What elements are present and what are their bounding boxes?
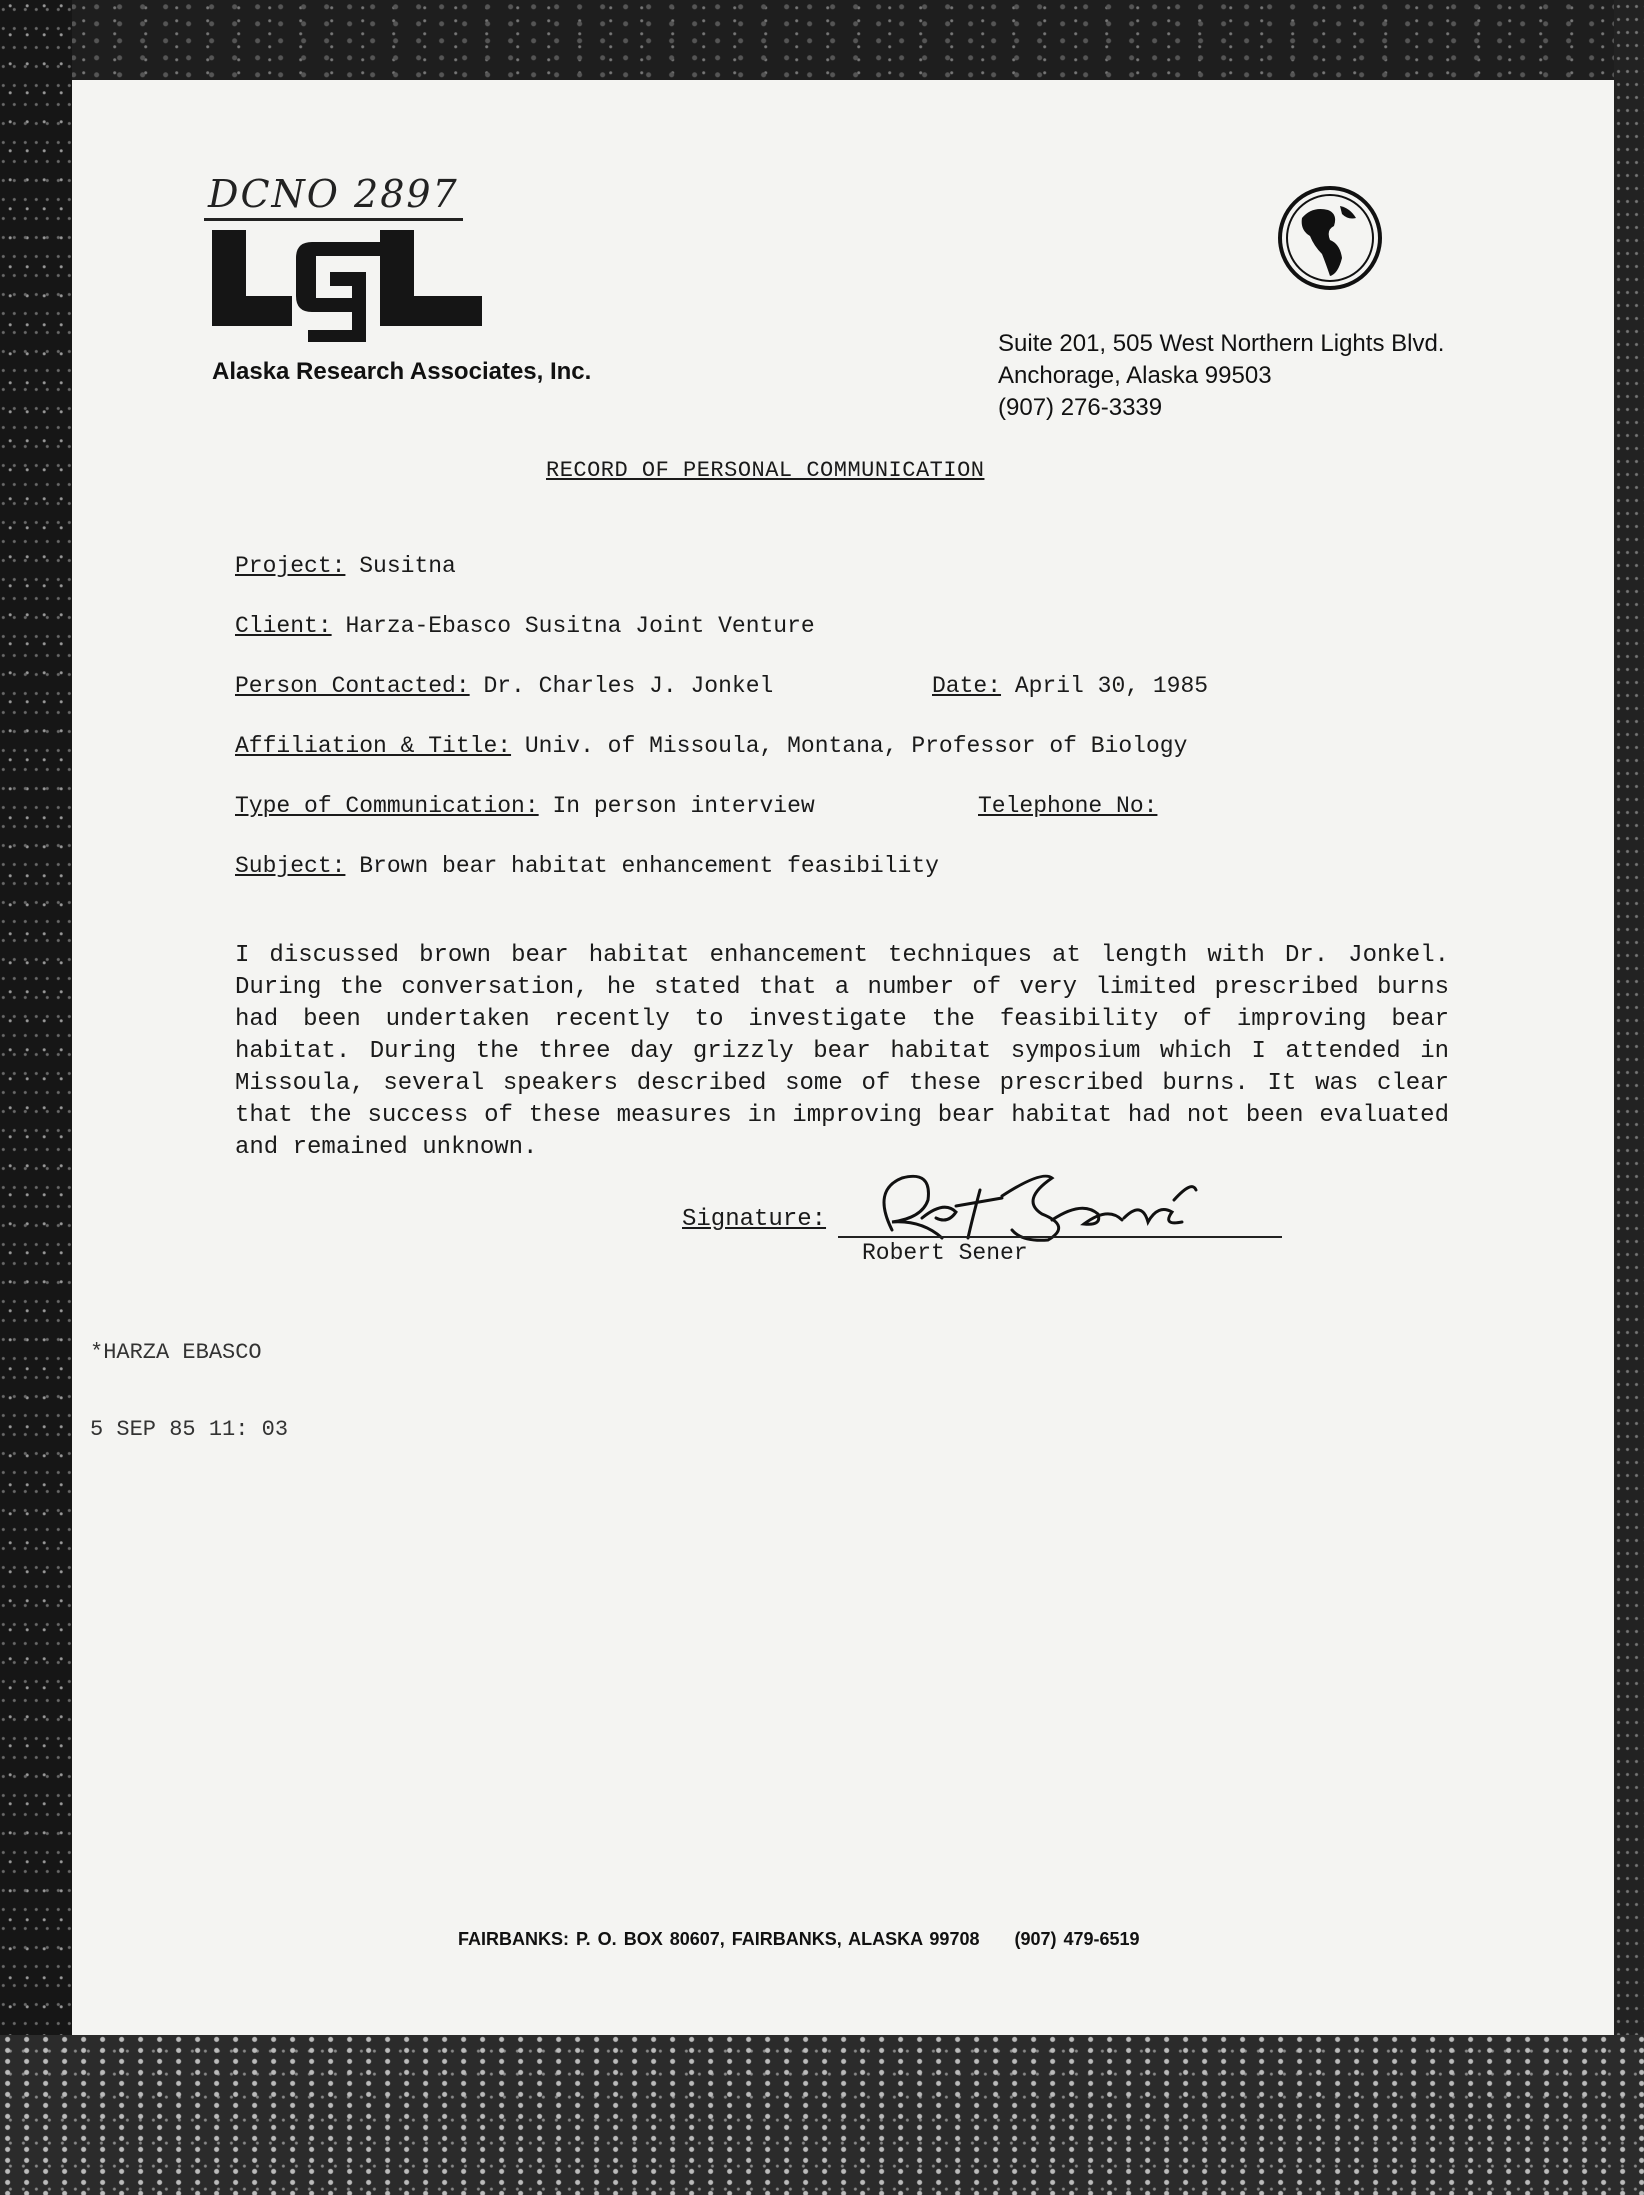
- address-line: Anchorage, Alaska 99503: [998, 362, 1272, 389]
- company-address: [998, 328, 1444, 424]
- project-field: [235, 553, 456, 579]
- client-field: [235, 613, 815, 639]
- affiliation-field: [235, 733, 1187, 759]
- date-field: [932, 673, 1208, 699]
- scan-border-left: [0, 0, 72, 2195]
- date-value: April 30, 1985: [1014, 673, 1209, 699]
- signature-label: Signature:: [682, 1206, 827, 1233]
- communication-type-field: [235, 793, 815, 819]
- subject-value: Brown bear habitat enhancement feasibility: [359, 853, 939, 879]
- document-title: RECORD OF PERSONAL COMMUNICATION: [546, 458, 985, 483]
- telephone-field: [978, 793, 1157, 819]
- subject-label: Subject:: [235, 853, 346, 879]
- communication-type-label: Type of Communication:: [235, 793, 539, 819]
- affiliation-label: Affiliation & Title:: [235, 733, 512, 759]
- affiliation-value: Univ. of Missoula, Montana, Professor of Biology: [524, 733, 1188, 759]
- document-page: [72, 80, 1614, 2035]
- communication-type-value: In person interview: [552, 793, 815, 819]
- scan-border-right: [1614, 0, 1644, 2195]
- project-value: Susitna: [359, 553, 456, 579]
- telephone-label: Telephone No:: [978, 793, 1158, 819]
- client-label: Client:: [235, 613, 332, 639]
- address-line: (907) 276-3339: [998, 394, 1163, 421]
- client-value: Harza-Ebasco Susitna Joint Venture: [345, 613, 815, 639]
- company-logo: [212, 222, 482, 342]
- person-field: [235, 673, 773, 699]
- communication-body: I discussed brown bear habitat enhancement techniques at length with Dr. Jonkel. During the conversation, he stated that a number of very limited prescribed burns had been undertaken recently to investigate the feasibility of improving bear habitat. During the three day grizzly bear habitat symposium which I attended in Missoula, several speakers described some of these prescribed burns. It was clear that the success of these measures in improving bear habitat had not been evaluated and remained unknown.: [235, 942, 1449, 1161]
- date-label: Date:: [932, 673, 1002, 699]
- address-line: Suite 201, 505 West Northern Lights Blvd.: [998, 330, 1445, 357]
- person-value: Dr. Charles J. Jonkel: [483, 673, 774, 699]
- received-stamp-date: 5 SEP 85 11: 03: [90, 1417, 289, 1442]
- globe-icon: [1276, 184, 1384, 292]
- footer-address: FAIRBANKS: P. O. BOX 80607, FAIRBANKS, ALASKA 99708 (907) 479-6519: [458, 1929, 1140, 1949]
- scan-border-bottom: [0, 2035, 1644, 2195]
- signature-line: [838, 1236, 1282, 1238]
- project-label: Project:: [235, 553, 346, 579]
- received-stamp-company: *HARZA EBASCO: [90, 1340, 262, 1365]
- signer-name: Robert Sener: [862, 1240, 1028, 1266]
- company-name: Alaska Research Associates, Inc.: [212, 358, 592, 385]
- subject-field: [235, 853, 939, 879]
- document-number: DCNO 2897: [204, 172, 463, 221]
- scan-border-top: [0, 0, 1644, 80]
- person-label: Person Contacted:: [235, 673, 470, 699]
